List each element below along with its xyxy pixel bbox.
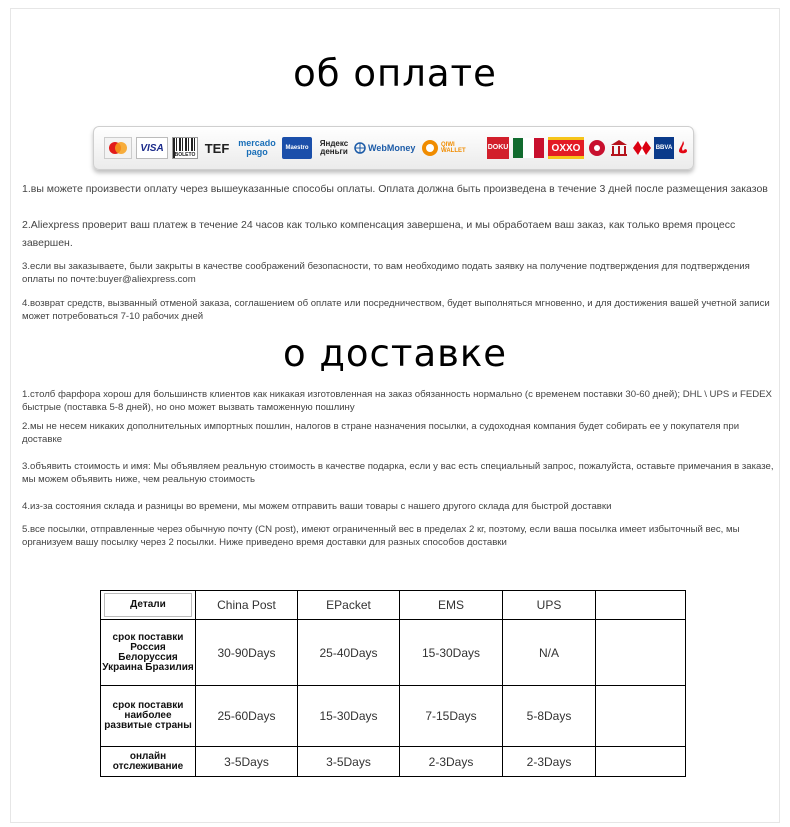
visa-label: VISA <box>140 142 164 154</box>
delivery-item-1: 1.столб фарфора хорош для большинств клиентов как никакая изготовленная на заказ обязанность нормально (с временем поставки 30-60 дней); DHL \ UPS и FEDEX быстрые (поставка 5-8 дней), но оно может вызвать таможенную пошлину <box>22 389 772 413</box>
table-cell: 5-8Days <box>503 686 596 747</box>
webmoney-globe-icon <box>354 142 366 154</box>
table-cell: 2-3Days <box>503 747 596 777</box>
payment-item-3: 3.если вы заказываете, были закрыты в качестве соображений безопасности, то вам необходимо подать заявку на получение подтверждения для подтверждения оплаты по почте:buyer@aliexpress.com <box>22 261 750 285</box>
bank-building-icon <box>609 137 629 159</box>
tef-logo <box>201 137 233 159</box>
payment-methods-bar <box>93 126 694 170</box>
delivery-item-3: 3.объявить стоимость и имя: Мы объявляем реальную стоимость в качестве подарка, если у вас есть специальный запрос, пожалуйста, оставьте примечания в заказе, мы можем объявить ниже, чем реальную стоимость <box>22 461 774 485</box>
table-cell: 25-40Days <box>298 620 400 686</box>
yandex-money-label: Яндекс деньги <box>319 139 349 156</box>
payment-item-1: 1.вы можете произвести оплату через вышеуказанные способы оплаты. Оплата должна быть произведена в течение 3 дней после размещения заказов <box>22 183 768 195</box>
table-row <box>101 620 686 686</box>
hsbc-hexagon-icon <box>633 141 651 155</box>
table-cell: 7-15Days <box>400 686 503 747</box>
table-cell: N/A <box>503 620 596 686</box>
row-label: срок поставки наиболее развитые страны <box>101 686 196 747</box>
row-label: онлайн отслеживание <box>101 747 196 777</box>
table-cell: 15-30Days <box>298 686 400 747</box>
table-cell: 30-90Days <box>196 620 298 686</box>
header-ems: EMS <box>400 591 503 620</box>
delivery-title: о доставке <box>282 332 508 375</box>
mastercard-logo <box>104 137 132 159</box>
hsbc-logo <box>632 137 652 159</box>
maestro-logo <box>282 137 312 159</box>
table-cell: 25-60Days <box>196 686 298 747</box>
mercadopago-logo <box>236 137 278 159</box>
oxxo-label: OXXO <box>551 142 581 154</box>
oxxo-logo <box>548 137 584 159</box>
row-label: срок поставки Россия Белоруссия Украина Бразилия <box>101 620 196 686</box>
table-cell <box>596 620 686 686</box>
header-empty <box>596 591 686 620</box>
santander-logo <box>676 137 690 159</box>
qiwi-wallet-logo <box>421 137 483 159</box>
qiwi-label: QIWI WALLET <box>441 142 466 154</box>
visa-logo <box>136 137 168 159</box>
bbva-label: BBVA <box>655 144 673 151</box>
table-row <box>101 686 686 747</box>
boleto-logo <box>172 137 198 159</box>
table-row <box>101 747 686 777</box>
boleto-label: BOLETO <box>174 151 196 158</box>
delivery-item-4: 4.из-за состояния склада и разницы во времени, мы можем отправить ваши товары с нашего другого склада для быстрой доставки <box>22 501 612 512</box>
table-header-row <box>101 591 686 620</box>
webmoney-logo <box>354 137 418 159</box>
table-cell: 3-5Days <box>196 747 298 777</box>
mastercard-circles-icon <box>107 141 129 155</box>
table-cell <box>596 747 686 777</box>
tef-label: TEF <box>204 140 230 156</box>
shipping-time-table <box>100 590 686 777</box>
delivery-item-2: 2.мы не несем никаких дополнительных импортных пошлин, налогов в стране назначения посылки, а судоходная компания будет собирать ее у покупателя при доставке <box>22 421 740 445</box>
mexico-flag-icon <box>512 137 544 159</box>
table-cell <box>596 686 686 747</box>
header-china-post: China Post <box>196 591 298 620</box>
qiwi-circle-icon <box>421 139 439 157</box>
mercadopago-label: mercado pago <box>238 138 276 157</box>
santander-flame-icon <box>677 140 689 156</box>
doku-logo <box>487 137 509 159</box>
webmoney-label: WebMoney <box>368 142 416 153</box>
header-epacket: EPacket <box>298 591 400 620</box>
payment-title: об оплате <box>293 52 497 95</box>
table-cell: 3-5Days <box>298 747 400 777</box>
bbva-logo <box>654 137 674 159</box>
flower-emblem-icon <box>587 137 607 159</box>
maestro-label: Maestro <box>285 144 309 151</box>
delivery-item-5: 5.все посылки, отправленные через обычную почту (CN post), имеют ограниченный вес в пределах 2 кг, поэтому, если ваша посылка имеет избыточный вес, мы организуем вашу посылку через 2 посылки. Ниже приведено время доставки для разных способов доставки <box>22 524 740 548</box>
header-details: Детали <box>101 591 196 620</box>
yandex-money-logo <box>316 137 352 159</box>
table-cell: 2-3Days <box>400 747 503 777</box>
header-ups: UPS <box>503 591 596 620</box>
payment-item-4: 4.возврат средств, вызванный отменой заказа, соглашением об оплате или посредничеством, будет выполняться мгновенно, и для достижения вашей учетной записи может потребоваться 7-10 рабочих дней <box>22 298 770 322</box>
payment-item-2: 2.Aliexpress проверит ваш платеж в течение 24 часов как только компенсация завершена, и мы обработаем ваш заказ, как только время процесс завершен. <box>22 219 736 249</box>
doku-label: DOKU <box>487 144 509 151</box>
table-cell: 15-30Days <box>400 620 503 686</box>
